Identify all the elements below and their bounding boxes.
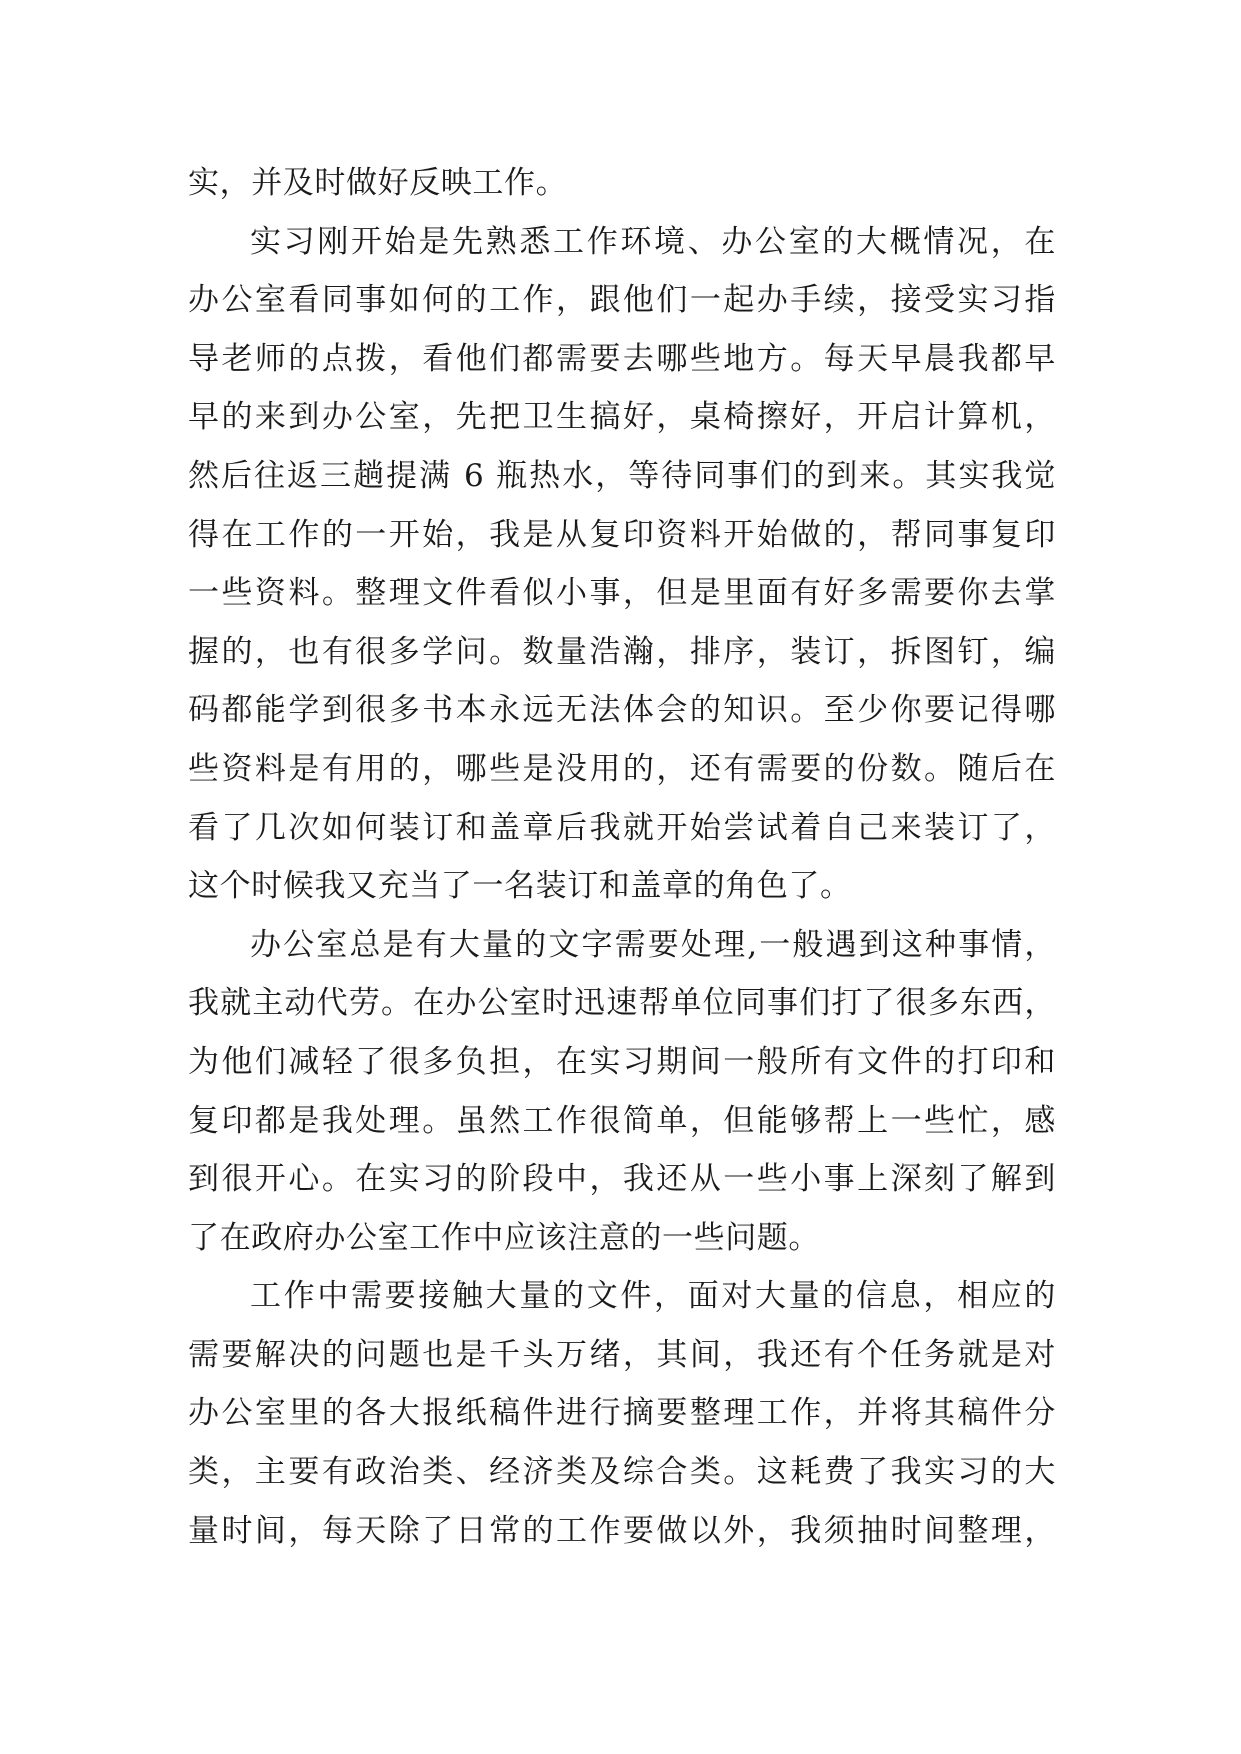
text-line: 握的，也有很多学问。数量浩瀚，排序，装订，拆图钉，编 — [188, 633, 1056, 670]
text-line: 码都能学到很多书本永远无法体会的知识。至少你要记得哪 — [188, 692, 1056, 729]
text-line: 得在工作的一开始，我是从复印资料开始做的，帮同事复印 — [188, 516, 1056, 553]
text-line: 导老师的点拨，看他们都需要去哪些地方。每天早晨我都早 — [188, 340, 1056, 377]
text-line: 我就主动代劳。在办公室时迅速帮单位同事们打了很多东西， — [188, 985, 1056, 1022]
text-line: 实，并及时做好反映工作。 — [188, 165, 568, 201]
text-line: 一些资料。整理文件看似小事，但是里面有好多需要你去掌 — [188, 575, 1056, 612]
text-line: 办公室总是有大量的文字需要处理,一般遇到这种事情， — [250, 926, 1056, 963]
text-line: 些资料是有用的，哪些是没用的，还有需要的份数。随后在 — [188, 750, 1056, 787]
text-line: 类，主要有政治类、经济类及综合类。这耗费了我实习的大 — [188, 1454, 1056, 1491]
text-line: 早的来到办公室，先把卫生搞好，桌椅擦好，开启计算机， — [188, 399, 1056, 436]
paragraph-3 — [188, 916, 1056, 1268]
text-line: 复印都是我处理。虽然工作很简单，但能够帮上一些忙，感 — [188, 1102, 1056, 1139]
paragraph-4 — [188, 1267, 1056, 1560]
text-line: 办公室看同事如何的工作，跟他们一起办手续，接受实习指 — [188, 282, 1056, 319]
paragraph-2 — [188, 213, 1056, 916]
text-line: 然后往返三趟提满 6 瓶热水，等待同事们的到来。其实我觉 — [188, 457, 1056, 494]
text-line: 需要解决的问题也是千头万绪，其间，我还有个任务就是对 — [188, 1336, 1056, 1373]
document-body — [188, 154, 1056, 1560]
text-line: 实习刚开始是先熟悉工作环境、办公室的大概情况，在 — [250, 223, 1056, 260]
text-line: 办公室里的各大报纸稿件进行摘要整理工作，并将其稿件分 — [188, 1395, 1056, 1432]
text-line: 到很开心。在实习的阶段中，我还从一些小事上深刻了解到 — [188, 1161, 1056, 1198]
text-line: 了在政府办公室工作中应该注意的一些问题。 — [188, 1219, 820, 1256]
text-line: 为他们减轻了很多负担，在实习期间一般所有文件的打印和 — [188, 1043, 1056, 1080]
text-line: 工作中需要接触大量的文件，面对大量的信息，相应的 — [250, 1278, 1056, 1315]
text-line: 看了几次如何装订和盖章后我就开始尝试着自己来装订了， — [188, 809, 1056, 846]
text-line: 这个时候我又充当了一名装订和盖章的角色了。 — [188, 868, 852, 905]
paragraph-1 — [188, 154, 1056, 213]
text-line: 量时间，每天除了日常的工作要做以外，我须抽时间整理， — [188, 1512, 1056, 1549]
